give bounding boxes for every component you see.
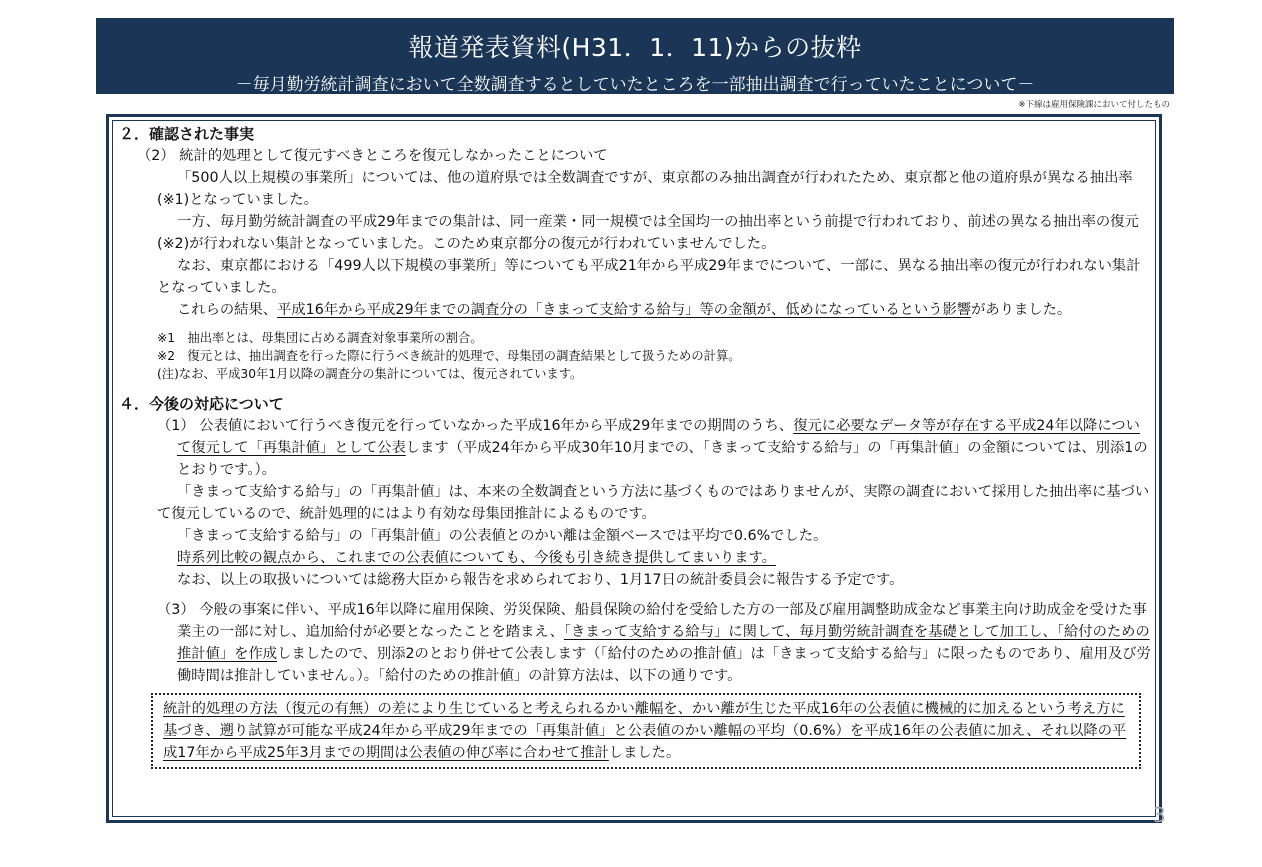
section-4-heading: ４．今後の対応について (119, 395, 284, 413)
section-4-item-3 (119, 599, 1151, 687)
page-number: 3 (1153, 803, 1166, 827)
section-2-paragraph-1: 「500人以上規模の事業所」については、他の道府県では全数調査ですが、東京都のみ抽出調査が行われたため、東京都と他の道府県が異なる抽出率(※1)となっていました。 (157, 170, 1133, 208)
box-post: しました。 (608, 745, 681, 761)
section-4-item-1-paragraph-4 (119, 547, 1151, 569)
content-body (119, 123, 1151, 769)
item1-pre: （1） 公表値において行うべき復元を行っていなかった平成16年から平成29年までの期間のうち、 (157, 418, 794, 434)
item1-p4-underlined: 時系列比較の観点から、これまでの公表値についても、今後も引き続き提供してまいります。 (177, 550, 777, 566)
box-underlined: 統計的処理の方法（復元の有無）の差により生じていると考えられるかい離幅を、かい離が生じた平成16年の公表値に機械的に加えるという考え方に基づき、遡り試算が可能な平成24年から平成29年までの「再集計値」と公表値のかい離幅の平均（0.6%）を平成16年の公表値に加え、それ以降の平成17年から平成25年3月までの期間は公表値の伸び率に合わせて推計 (163, 701, 1127, 761)
item1-post: します（平成24年から平成30年10月までの、「きまって支給する給与」の「再集計値」の金額については、別添1のとおりです。）。 (177, 440, 1148, 478)
page-subtitle: －毎月勤労統計調査において全数調査するとしていたところを一部抽出調査で行っていたことについて－ (235, 75, 1035, 95)
section-4-item-1-paragraph-2: 「きまって支給する給与」の「再集計値」は、本来の全数調査という方法に基づくものではありませんが、実際の調査において採用した抽出率に基づいて復元しているので、統計処理的にはより有効な母集団推計によるものです。 (157, 484, 1150, 522)
section-2-heading: ２．確認された事実 (119, 125, 255, 143)
item3-post: しましたので、別添2のとおり併せて公表します（「給付のための推計値」は「きまって支給する給与」に限ったものであり、雇用及び労働時間は推計していません。）。「給付のための推計値」の計算方法は、以下の通りです。 (177, 646, 1151, 684)
calculation-method-box (151, 693, 1141, 769)
section-4-item-1 (119, 415, 1151, 481)
item1-underlined: 復元に必要なデータ等が存在する平成24年以降について復元して「再集計値」として公表 (177, 418, 1140, 456)
item3-pre: （3） 今般の事案に伴い、平成16年以降に雇用保険、労災保険、船員保険の給付を受給した方の一部及び雇用調整助成金など事業主向け助成金を受けた事業主の一部に対し、追加給付が必要となったことを踏まえ、 (157, 602, 1147, 640)
header-banner (96, 18, 1174, 94)
item3-underlined: 「きまって支給する給与」に関して、毎月勤労統計調査を基礎として加工し、「給付のための推計値」を作成 (177, 624, 1150, 662)
section-2-item-2-title: （2） 統計的処理として復元すべきところを復元しなかったことについて (137, 148, 608, 164)
content-frame (106, 114, 1162, 823)
footnote-2: ※2 復元とは、抽出調査を行った際に行うべき統計的処理で、母集団の調査結果として扱うための計算。 (157, 349, 741, 363)
p4-post: がありました。 (971, 302, 1072, 318)
footnote-1: ※1 抽出率とは、母集団に占める調査対象事業所の割合。 (157, 331, 483, 345)
footnote-3: (注)なお、平成30年1月以降の調査分の集計については、復元されています。 (157, 367, 583, 381)
underline-note: ※下線は雇用保険課において付したもの (1018, 100, 1170, 110)
section-2-paragraph-4 (119, 299, 1151, 321)
page-title: 報道発表資料(H31．1．11)からの抜粋 (408, 33, 862, 62)
section-2-paragraph-2: 一方、毎月勤労統計調査の平成29年までの集計は、同一産業・同一規模では全国均一の抽出率という前提で行われており、前述の異なる抽出率の復元(※2)が行われない集計となっていました。このため東京都分の復元が行われていませんでした。 (157, 214, 1139, 252)
section-2-paragraph-3: なお、東京都における「499人以下規模の事業所」等についても平成21年から平成29年までについて、一部に、異なる抽出率の復元が行われない集計となっていました。 (157, 258, 1141, 296)
section-4-item-1-paragraph-5: なお、以上の取扱いについては総務大臣から報告を求められており、1月17日の統計委員会に報告する予定です。 (177, 572, 904, 588)
p4-underlined: 平成16年から平成29年までの調査分の「きまって支給する給与」等の金額が、低めになっているという影響 (277, 302, 972, 318)
p4-pre: これらの結果、 (177, 302, 278, 318)
section-4-item-1-paragraph-3: 「きまって支給する給与」の「再集計値」の公表値とのかい離は金額ベースでは平均で0.6%でした。 (177, 528, 828, 544)
